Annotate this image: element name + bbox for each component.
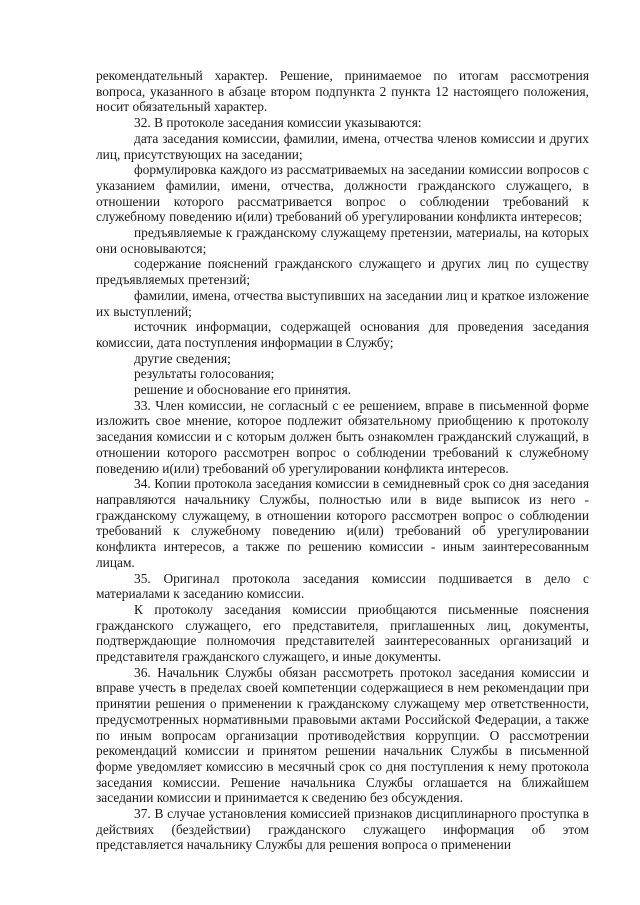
paragraph-32-item-explanations: содержание пояснений гражданского служащего и других лиц по существу предъявляемых претензий; (96, 256, 589, 288)
paragraph-32-item-decision: решение и обоснование его принятия. (134, 382, 352, 398)
paragraph-32-item-date: дата заседания комиссии, фамилии, имена, отчества членов комиссии и других лиц, присутствующих на заседании; (96, 130, 589, 162)
paragraph-32-item-claims: предъявляемые к гражданскому служащему претензии, материалы, на которых они основываются; (96, 225, 589, 256)
paragraph-34: 34. Копии протокола заседания комиссии в семидневный срок со дня заседания направляются начальнику Службы, полностью или в виде выписок из него - гражданскому служащему, в отношении которого рассмотрен вопрос о соблюдении требований к служебному поведению и(или) требований об урегулировании конфликта интересов, а также по решению комиссии - иным заинтересованным лицам. (96, 476, 589, 570)
paragraph-37: 37. В случае установления комиссией признаков дисциплинарного проступка в действиях (бездействии) гражданского служащего информация об этом представляется начальнику Службы для решения вопроса о применении (96, 806, 589, 853)
document-body (96, 68, 589, 853)
paragraph-35: 35. Оригинал протокола заседания комиссии подшивается в дело с материалами к заседанию комиссии. (96, 570, 589, 602)
paragraph-32-item-vote: результаты голосования; (134, 366, 275, 382)
paragraph-35-attachments: К протоколу заседания комиссии приобщаются письменные пояснения гражданского служащего, его представителя, приглашенных лиц, документы, подтверждающие полномочия представителей заинтересованных организаций и представителя гражданского служащего, и иные документы. (96, 601, 589, 665)
paragraph-continuation: рекомендательный характер. Решение, принимаемое по итогам рассмотрения вопроса, указанного в абзаце втором подпункта 2 пункта 12 настоящего положения, носит обязательный характер. (96, 68, 589, 115)
paragraph-36: 36. Начальник Службы обязан рассмотреть протокол заседания комиссии и вправе учесть в пределах своей компетенции содержащиеся в нем рекомендации при принятии решения о применении к гражданскому служащему мер ответственности, предусмотренных нормативными правовыми актами Российской Федерации, а также по иным вопросам организации противодействия коррупции. О рассмотрении рекомендаций комиссии и принятом решении начальник Службы в письменной форме уведомляет комиссию в месячный срок со дня поступления к нему протокола заседания комиссии. Решение начальника Службы оглашается на ближайшем заседании комиссии и принимается к сведению без обсуждения. (96, 664, 589, 806)
paragraph-32-item-other: другие сведения; (134, 350, 231, 366)
paragraph-32-item-source: источник информации, содержащей основания для проведения заседания комиссии, дата поступления информации в Службу; (96, 319, 589, 350)
paragraph-32-item-wording: формулировка каждого из рассматриваемых на заседании комиссии вопросов с указанием фамилии, имени, отчества, должности гражданского служащего, в отношении которого рассматривается вопрос о соблюдении требований к служебному поведению и(или) требований об урегулировании конфликта интересов; (96, 162, 589, 225)
paragraph-32-item-speakers: фамилии, имена, отчества выступивших на заседании лиц и краткое изложение их выступлений; (96, 287, 589, 319)
paragraph-32-heading: 32. В протоколе заседания комиссии указываются: (134, 115, 422, 131)
paragraph-33: 33. Член комиссии, не согласный с ее решением, вправе в письменной форме изложить свое мнение, которое подлежит обязательному приобщению к протоколу заседания комиссии и с которым должен быть ознакомлен гражданский служащий, в отношении которого рассмотрен вопрос о соблюдении требований к служебному поведению и(или) требований об урегулировании конфликта интересов. (96, 397, 589, 476)
